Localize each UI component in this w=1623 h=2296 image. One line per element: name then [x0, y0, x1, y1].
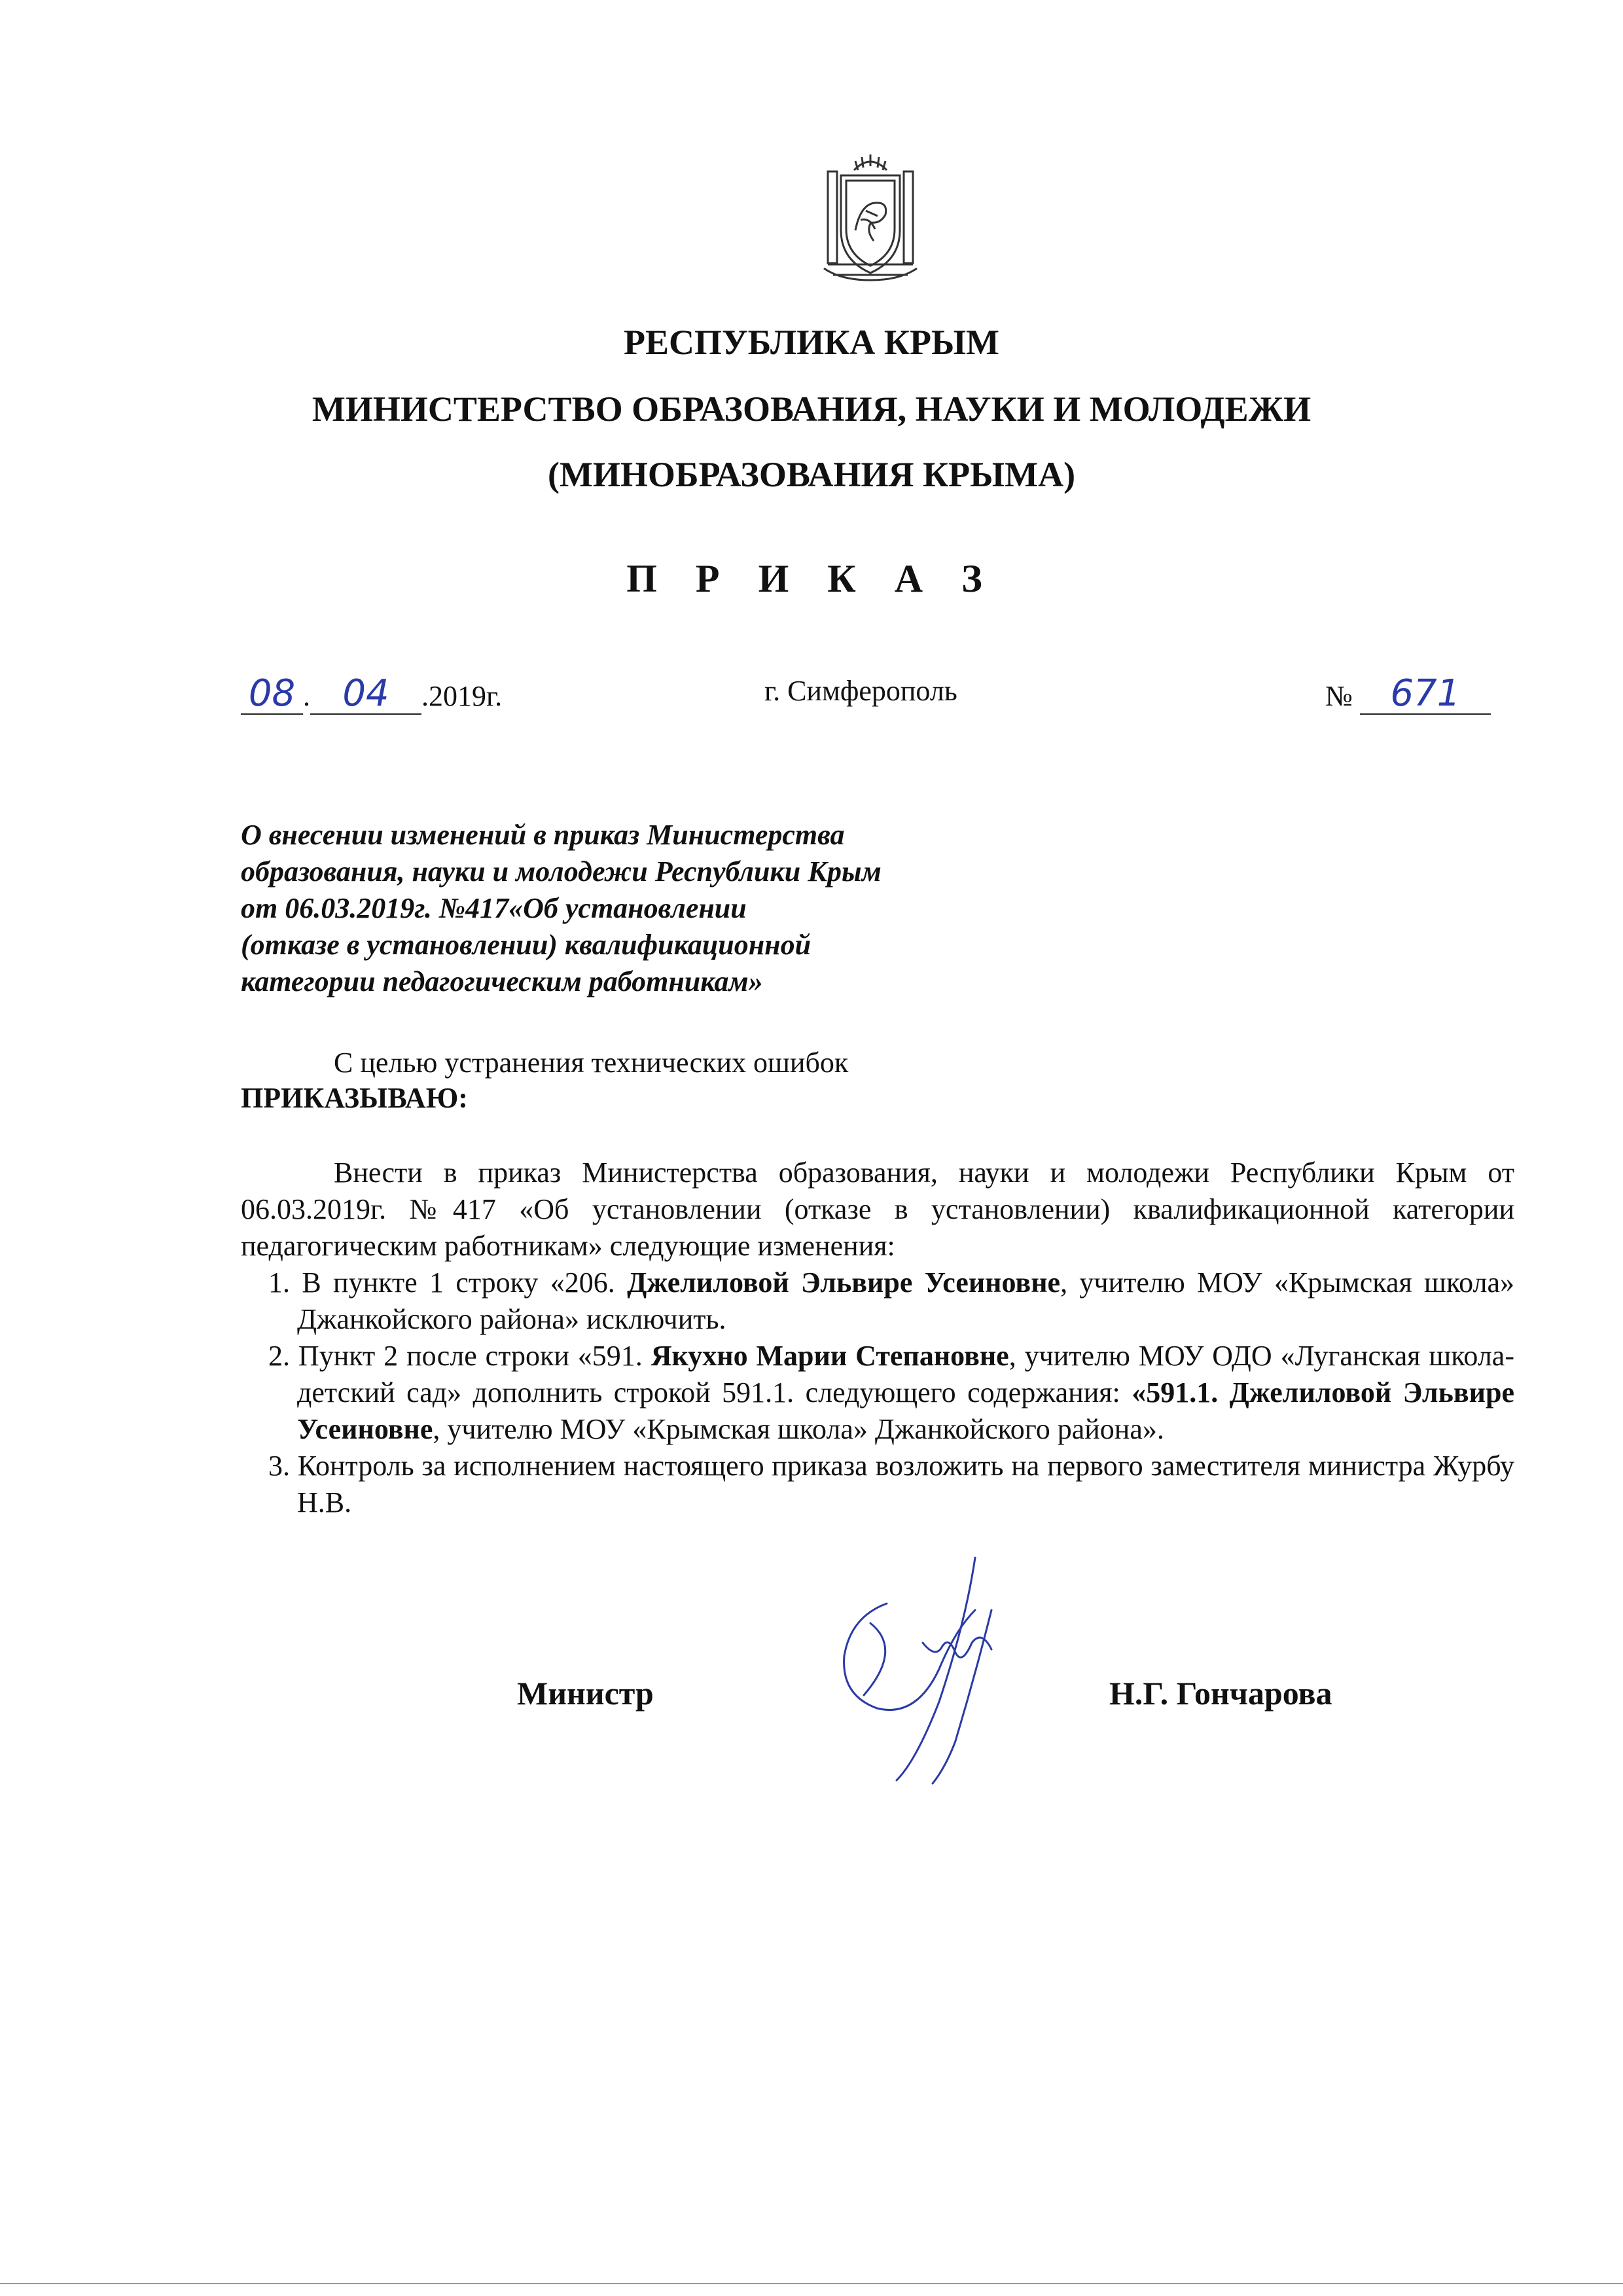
order-subject [241, 817, 1026, 1000]
date-month: 04 [310, 674, 421, 715]
number-value: 671 [1360, 674, 1491, 715]
subject-line: (отказе в установлении) квалификационной [241, 929, 812, 961]
item-text: Пункт 2 после строки «591. [290, 1340, 651, 1372]
order-body [241, 1155, 1514, 1521]
document-type: П Р И К А З [626, 557, 997, 600]
list-item [241, 1338, 1514, 1448]
city: г. Симферополь [764, 675, 957, 707]
order-number [1325, 674, 1491, 715]
order-date: 08 . 04 .2019г. [241, 674, 502, 715]
subject-line: образования, науки и молодежи Республики Крым [241, 855, 882, 888]
date-day: 08 [241, 674, 303, 715]
list-item [241, 1448, 1514, 1521]
ministry-short-title: (МИНОБРАЗОВАНИЯ КРЫМА) [547, 455, 1076, 494]
order-purpose: С целью устранения технических ошибок [334, 1047, 849, 1079]
date-year: .2019г. [421, 680, 503, 712]
item-text: , учителю МОУ ОДО «Луганская школа- детский сад» дополнить строкой 591.1. следующего содержания: [297, 1340, 1514, 1408]
signatory-name: Н.Г. Гончарова [1109, 1675, 1332, 1712]
page-bottom-edge [0, 2283, 1623, 2284]
intro-paragraph: Внести в приказ Министерства образования, науки и молодежи Республики Крым от 06.03.2019г. №417 «Об установлении (отказе в установлении) квалификационной категории педагогическим работникам» следующие изменения: [241, 1157, 1514, 1262]
order-directive: ПРИКАЗЫВАЮ: [241, 1082, 468, 1114]
item-text: , учителю МОУ «Крымская школа» Джанкойского района» исключить. [297, 1266, 1514, 1335]
item-number: 3. [268, 1450, 290, 1482]
person-name: Джелиловой Эльвире Усеиновне [627, 1266, 1061, 1299]
item-text: В пункте 1 строку «206. [290, 1266, 628, 1299]
item-text: , учителю МОУ «Крымская школа» Джанкойского района». [433, 1413, 1164, 1445]
republic-title: РЕСПУБЛИКА КРЫМ [623, 323, 999, 362]
number-sign: № [1325, 680, 1353, 712]
item-number: 2. [268, 1340, 290, 1372]
item-text: Контроль за исполнением настоящего приказа возложить на первого заместителя министра Журбу Н.В. [290, 1450, 1514, 1518]
person-name: Якухно Марии Степановне [651, 1340, 1009, 1372]
person-name: «591.1. Джелиловой Эльвире Усеиновне [297, 1376, 1514, 1445]
signatory-title: Министр [517, 1675, 654, 1712]
subject-line: О внесении изменений в приказ Министерства [241, 819, 845, 851]
subject-line: категории педагогическим работникам» [241, 965, 763, 997]
list-item [241, 1265, 1514, 1338]
ministry-title: МИНИСТЕРСТВО ОБРАЗОВАНИЯ, НАУКИ И МОЛОДЕЖИ [312, 389, 1311, 429]
handwritten-signature [825, 1545, 1054, 1787]
crimea-coat-of-arms-icon [815, 152, 926, 283]
item-number: 1. [268, 1266, 290, 1299]
subject-line: от 06.03.2019г. №417«Об установлении [241, 892, 747, 924]
